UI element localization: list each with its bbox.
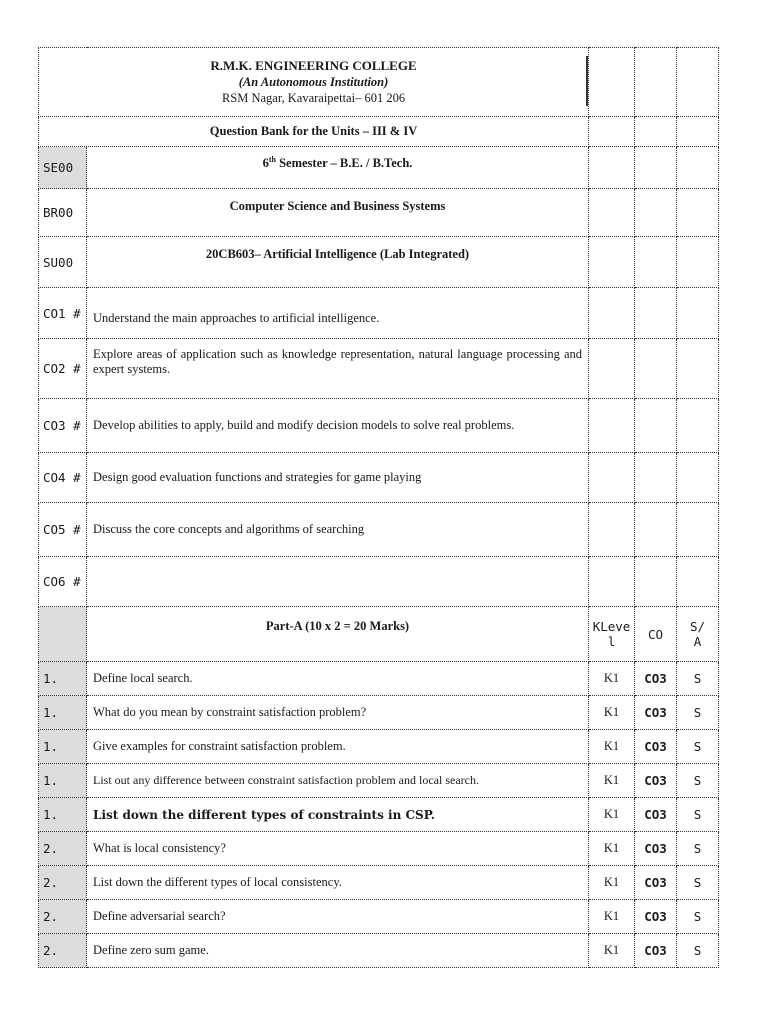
table-row (39, 866, 719, 900)
outcome-row (39, 399, 719, 453)
question-klevel: K1 (589, 730, 635, 764)
question-co: CO3 (635, 866, 677, 900)
question-co: CO3 (635, 900, 677, 934)
autonomous-label: (An Autonomous Institution) (238, 75, 389, 89)
table-row (39, 900, 719, 934)
question-sa: S (677, 764, 719, 798)
row-code: SU00 (39, 237, 87, 288)
question-sa: S (677, 866, 719, 900)
outcome-text: Design good evaluation functions and strategies for game playing (87, 453, 589, 503)
outcome-row (39, 288, 719, 339)
question-sa: S (677, 696, 719, 730)
semester-number: 6 (262, 156, 269, 171)
part-a-header-row (39, 607, 719, 662)
institution-cell (39, 48, 589, 117)
outcome-code: CO6 # (39, 557, 87, 607)
question-klevel: K1 (589, 900, 635, 934)
question-text: List down the different types of constraints in CSP. (87, 798, 589, 832)
question-co: CO3 (635, 662, 677, 696)
question-co: CO3 (635, 798, 677, 832)
outcome-text (87, 557, 589, 607)
outcome-row (39, 503, 719, 557)
question-sa: S (677, 798, 719, 832)
question-text: Define local search. (87, 662, 589, 696)
subject-row (39, 237, 719, 288)
question-text: List down the different types of local consistency. (87, 866, 589, 900)
question-number: 1. (39, 662, 87, 696)
outcome-text: Discuss the core concepts and algorithms of searching (87, 503, 589, 557)
outcome-text: Understand the main approaches to artificial intelligence. (87, 288, 589, 339)
question-klevel: K1 (589, 934, 635, 968)
row-code: SE00 (39, 147, 87, 189)
outcome-row (39, 557, 719, 607)
question-text: What do you mean by constraint satisfaction problem? (87, 696, 589, 730)
institution-header-row (39, 48, 719, 117)
question-sa: S (677, 662, 719, 696)
question-number: 2. (39, 866, 87, 900)
semester-row (39, 147, 719, 189)
outcome-row (39, 453, 719, 503)
table-row (39, 730, 719, 764)
header-divider (586, 56, 588, 106)
question-number: 1. (39, 798, 87, 832)
branch-label: Computer Science and Business Systems (87, 189, 589, 237)
table-row (39, 662, 719, 696)
outcome-row (39, 339, 719, 399)
question-co: CO3 (635, 934, 677, 968)
question-text: Give examples for constraint satisfaction problem. (87, 730, 589, 764)
col-klevel: KLevel (589, 607, 635, 662)
question-klevel: K1 (589, 866, 635, 900)
row-code: BR00 (39, 189, 87, 237)
question-text: Define zero sum game. (87, 934, 589, 968)
question-klevel: K1 (589, 832, 635, 866)
page-title: Question Bank for the Units – III & IV (39, 117, 589, 147)
question-number: 2. (39, 934, 87, 968)
question-text: What is local consistency? (87, 832, 589, 866)
table-row (39, 934, 719, 968)
semester-label (87, 147, 589, 189)
question-co: CO3 (635, 832, 677, 866)
question-bank-table (38, 47, 719, 968)
table-row (39, 764, 719, 798)
question-klevel: K1 (589, 696, 635, 730)
table-row (39, 832, 719, 866)
table-row (39, 696, 719, 730)
title-row (39, 117, 719, 147)
question-sa: S (677, 934, 719, 968)
autonomous-text: An Autonomous Institution (242, 75, 385, 89)
question-co: CO3 (635, 730, 677, 764)
outcome-text: Develop abilities to apply, build and modify decision models to solve real problems. (87, 399, 589, 453)
outcome-code: CO1 # (39, 288, 87, 339)
college-address: RSM Nagar, Kavaraipettai– 601 206 (221, 91, 406, 105)
col-sa: S/A (677, 607, 719, 662)
question-number: 1. (39, 764, 87, 798)
part-a-title: Part-A (10 x 2 = 20 Marks) (87, 607, 589, 662)
question-klevel: K1 (589, 764, 635, 798)
subject-label: 20CB603– Artificial Intelligence (Lab Integrated) (87, 237, 589, 288)
question-number: 2. (39, 832, 87, 866)
question-text: List out any difference between constraint satisfaction problem and local search. (87, 764, 589, 798)
question-co: CO3 (635, 696, 677, 730)
table-row (39, 798, 719, 832)
question-sa: S (677, 832, 719, 866)
semester-suffix: th (268, 155, 276, 164)
question-number: 1. (39, 696, 87, 730)
question-klevel: K1 (589, 662, 635, 696)
outcome-code: CO5 # (39, 503, 87, 557)
college-name: R.M.K. ENGINEERING COLLEGE (210, 58, 417, 73)
branch-row (39, 189, 719, 237)
col-co: CO (635, 607, 677, 662)
question-number: 1. (39, 730, 87, 764)
question-text: Define adversarial search? (87, 900, 589, 934)
outcome-code: CO4 # (39, 453, 87, 503)
outcome-code: CO2 # (39, 339, 87, 399)
outcome-text: Explore areas of application such as knowledge representation, natural language processing and expert systems. (87, 339, 589, 399)
semester-degree: Semester – B.E. / B.Tech. (275, 156, 413, 171)
question-klevel: K1 (589, 798, 635, 832)
question-co: CO3 (635, 764, 677, 798)
question-sa: S (677, 730, 719, 764)
question-number: 2. (39, 900, 87, 934)
outcome-code: CO3 # (39, 399, 87, 453)
question-sa: S (677, 900, 719, 934)
